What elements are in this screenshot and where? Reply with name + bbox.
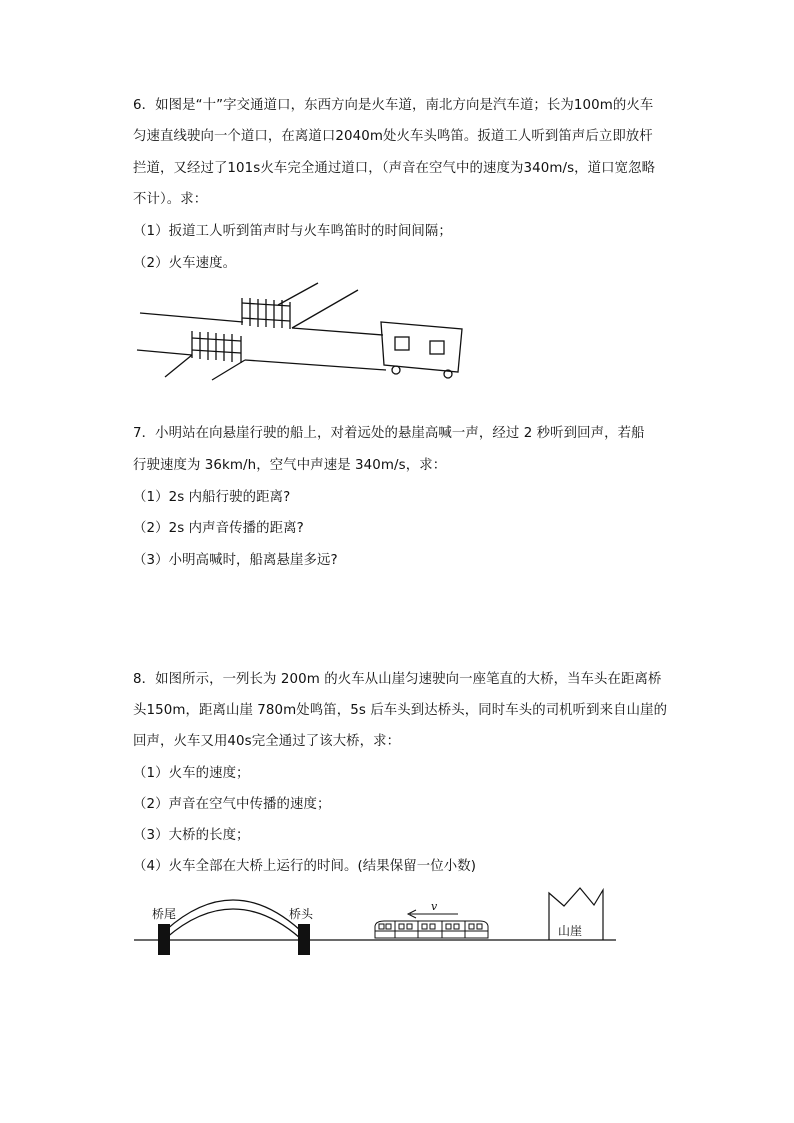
- q8-line-2: 头150m，距离山崖 780m处鸣笛，5s 后车头到达桥头，同时车头的司机听到来自山崖的: [133, 703, 668, 718]
- q8-sub-2: （2）声音在空气中传播的速度；: [133, 797, 331, 812]
- q8-line-3: 回声，火车又用40s完全通过了该大桥，求：: [133, 734, 401, 749]
- bridge-head-label: 桥头: [289, 907, 314, 921]
- q8-line-1: 8．如图所示，一列长为 200m 的火车从山崖匀速驶向一座笔直的大桥，当车头在距离桥: [133, 672, 662, 687]
- bridge-tail-label: 桥尾: [152, 907, 177, 921]
- q7-sub-2: （2）2s 内声音传播的距离?: [133, 521, 304, 536]
- cliff-label: 山崖: [558, 924, 583, 938]
- velocity-label: v: [431, 900, 438, 913]
- bridge-arch-outer: [166, 900, 300, 930]
- train-icon: [375, 921, 488, 938]
- q7-line-1: 7．小明站在向悬崖行驶的船上，对着远处的悬崖高喊一声，经过 2 秒听到回声，若船: [133, 426, 645, 441]
- q8-sub-3: （3）大桥的长度；: [133, 828, 250, 843]
- bridge-tail-pier: [158, 924, 170, 955]
- bridge-head-pier: [298, 924, 310, 955]
- q6-sub-1: （1）扳道工人听到笛声时与火车鸣笛时的时间间隔；: [133, 224, 452, 239]
- q6-line-3: 拦道，又经过了101s火车完全通过道口，（声音在空气中的速度为340m/s，道口宽忽略: [133, 161, 656, 176]
- q7-sub-3: （3）小明高喊时，船离悬崖多远?: [133, 553, 338, 568]
- q6-sub-2: （2）火车速度。: [133, 256, 237, 271]
- q7-sub-1: （1）2s 内船行驶的距离?: [133, 490, 291, 505]
- q6-line-2: 匀速直线驶向一个道口，在离道口2040m处火车头鸣笛。扳道工人听到笛声后立即放杆: [133, 129, 653, 144]
- q8-sub-4: （4）火车全部在大桥上运行的时间。(结果保留一位小数): [133, 859, 477, 874]
- q6-line-4: 不计）。求：: [133, 192, 208, 207]
- q7-line-2: 行驶速度为 36km/h，空气中声速是 340m/s，求：: [133, 458, 447, 473]
- bridge-arch-inner: [166, 909, 300, 938]
- q8-sub-1: （1）火车的速度；: [133, 766, 250, 781]
- q6-line-1: 6．如图是“十”字交通道口，东西方向是火车道，南北方向是汽车道；长为100m的火车: [133, 98, 654, 113]
